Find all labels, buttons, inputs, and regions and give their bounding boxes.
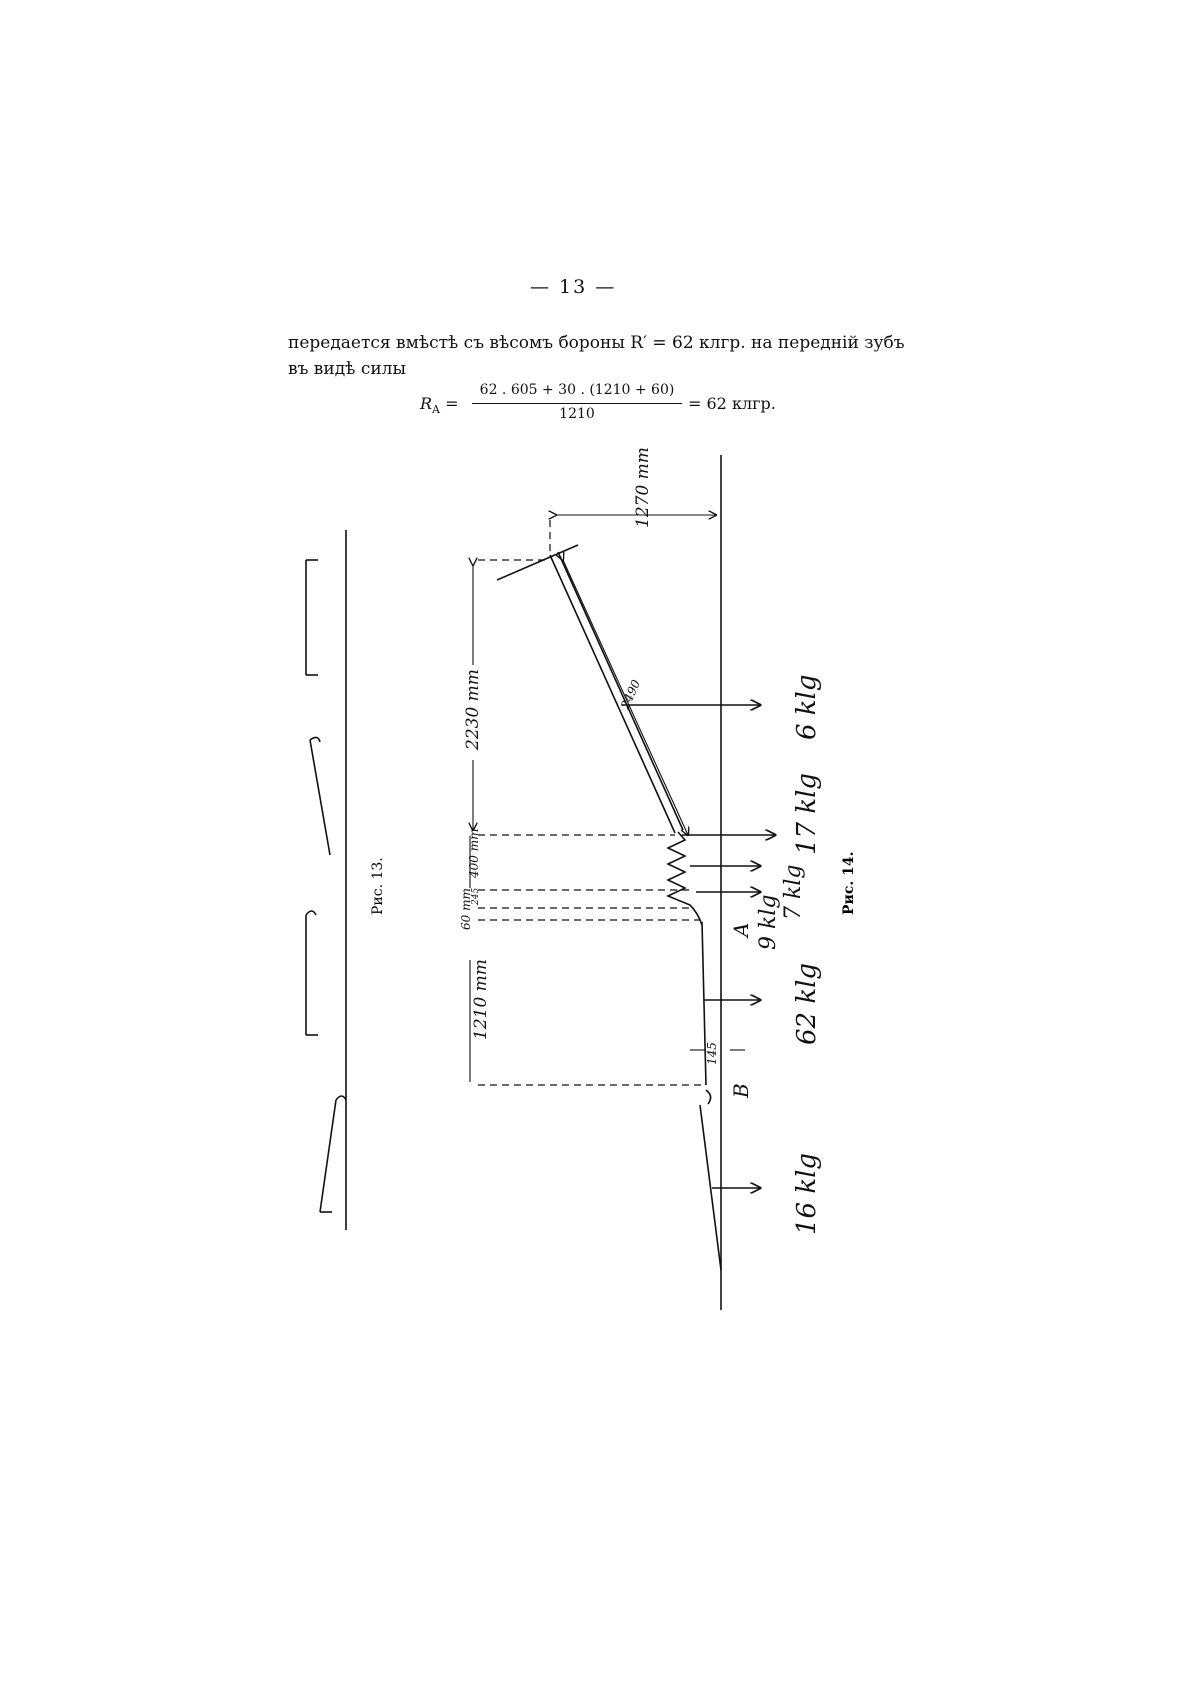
formula-numerator: 62 . 605 + 30 . (1210 + 60) — [479, 382, 675, 398]
page-number: — 13 — — [530, 276, 617, 298]
force-62: 62 klg — [792, 962, 822, 1045]
dim-2490: 2490 — [617, 677, 644, 712]
dim-1270: 1270 mm — [633, 447, 653, 528]
fig14-drawbar-1 — [550, 555, 675, 833]
dim-1210: 1210 mm — [471, 959, 491, 1040]
dim-245: 245 — [471, 887, 481, 905]
fig14-spring — [668, 832, 690, 905]
fig13-beam-4 — [320, 1100, 336, 1212]
dim-145: 145 — [705, 1042, 719, 1065]
point-A-label: A — [729, 922, 753, 937]
force-6: 6 klg — [792, 674, 822, 740]
formula-rhs: = 62 клгр. — [688, 394, 776, 413]
dim-2230: 2230 mm — [463, 669, 483, 750]
figure-14 — [497, 455, 721, 1310]
dim-400: 400 mm — [467, 828, 481, 878]
fig14-force-arrows — [622, 705, 775, 1188]
point-B-label: B — [729, 1083, 753, 1098]
force-7: 7 klg — [781, 864, 806, 920]
force-16: 16 klg — [792, 1152, 822, 1235]
body-paragraph: передается вмѣстѣ съ вѣсомъ бороны R′ = 62 клгр. на передній зубъ въ видѣ силы — [288, 333, 905, 379]
fig14-caption: Рис. 14. — [841, 851, 857, 915]
formula-lhs: $R_A$ = — [420, 394, 459, 417]
fig13-beam-2 — [310, 740, 330, 855]
fig14-hitch-bar — [497, 545, 578, 580]
force-9: 9 klg — [756, 894, 781, 950]
dim-60: 60 mm — [459, 888, 473, 930]
formula-denominator: 1210 — [559, 406, 595, 422]
force-17: 17 klg — [792, 772, 822, 855]
fig13-caption: Рис. 13. — [370, 857, 386, 915]
figure-13 — [306, 530, 346, 1230]
fig14-guides — [478, 520, 706, 1085]
